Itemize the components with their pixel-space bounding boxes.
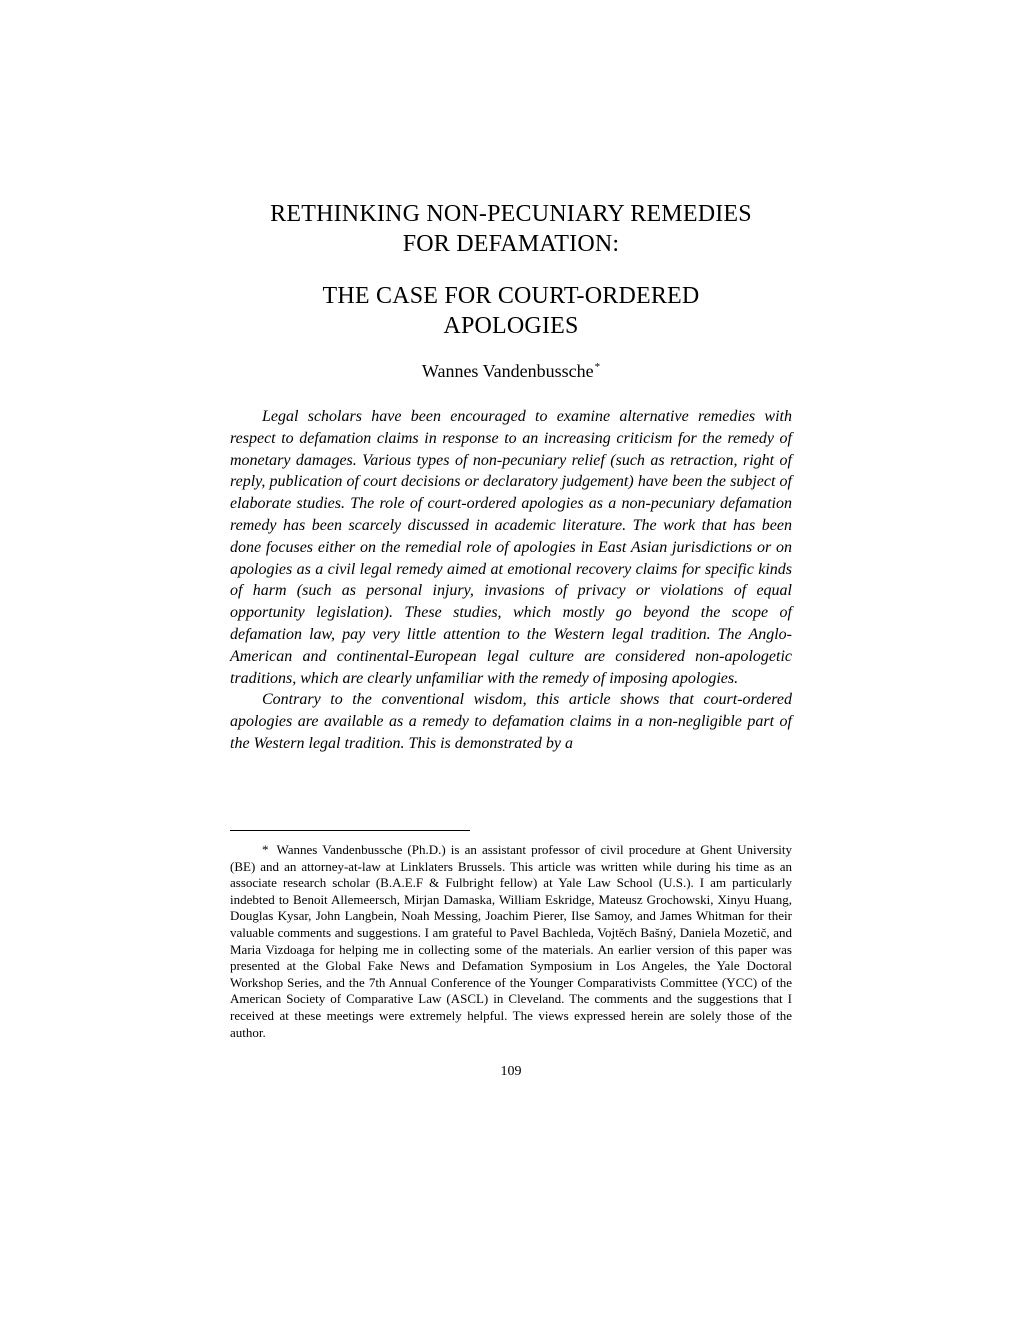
page-number: 109 [500, 1064, 522, 1079]
abstract-paragraph-1: Legal scholars have been encouraged to examine alternative remedies with respect to defamation claims in response to an increasing criticism for the remedy of monetary damages. Various types of non-pecuniary relief (such as retraction, right of reply, publication of court decisions or declaratory judgement) have been the subject of elaborate studies. The role of court-ordered apologies as a non-pecuniary defamation remedy has been scarcely discussed in academic literature. The work that has been done focuses either on the remedial role of apologies in East Asian jurisdictions or on apologies as a civil legal remedy aimed at emotional recovery claims for specific kinds of harm (such as personal injury, invasions of privacy or violations of equal opportunity legislation). These studies, which mostly go beyond the scope of defamation law, pay very little attention to the Western legal tradition. The Anglo-American and continental-European legal culture are considered non-apologetic traditions, which are clearly unfamiliar with the remedy of imposing apologies. [230, 408, 792, 687]
footnote-mark: * [262, 842, 269, 857]
footnote-divider [230, 830, 470, 831]
author-footnote-mark[interactable]: * [594, 361, 601, 373]
author-line [230, 359, 792, 383]
author-name: Wannes Vandenbussche [421, 361, 594, 381]
footnote [230, 842, 792, 1041]
subtitle-line-1: THE CASE FOR COURT-ORDERED [322, 283, 700, 309]
title-line-1: RETHINKING NON-PECUNIARY REMEDIES [270, 201, 752, 227]
footnote-text: Wannes Vandenbussche (Ph.D.) is an assistant professor of civil procedure at Ghent University (BE) and an attorney-at-law at Linklaters Brussels. This article was written while during his time as an associate research scholar (B.A.E.F & Fulbright fellow) at Yale Law School (U.S.). I am particularly indebted to Benoit Allemeersch, Mirjan Damaska, William Eskridge, Mateusz Grochowski, Xinyu Huang, Douglas Kysar, John Langbein, Noah Messing, Joachim Pierer, Ilse Samoy, and James Whitman for their valuable comments and suggestions. I am grateful to Pavel Bachleda, Vojtěch Bašný, Daniela Mozetič, and Maria Vizdoaga for helping me in collecting some of the materials. An earlier version of this paper was presented at the Global Fake News and Defamation Symposium in Los Angeles, the Yale Doctoral Workshop Series, and the 7th Annual Conference of the Younger Comparativists Committee (YCC) of the American Society of Comparative Law (ASCL) in Cleveland. The comments and the suggestions that I received at these meetings were extremely helpful. The views expressed herein are solely those of the author. [230, 842, 792, 1040]
article-subtitle [230, 281, 792, 341]
article-title [230, 199, 792, 259]
title-line-2: FOR DEFAMATION: [402, 231, 620, 257]
abstract-paragraph-2: Contrary to the conventional wisdom, this article shows that court-ordered apologies are available as a remedy to defamation claims in a non-negligible part of the Western legal tradition. This is demonstrated by a [230, 691, 792, 752]
abstract [230, 406, 792, 755]
subtitle-line-2: APOLOGIES [443, 313, 579, 339]
